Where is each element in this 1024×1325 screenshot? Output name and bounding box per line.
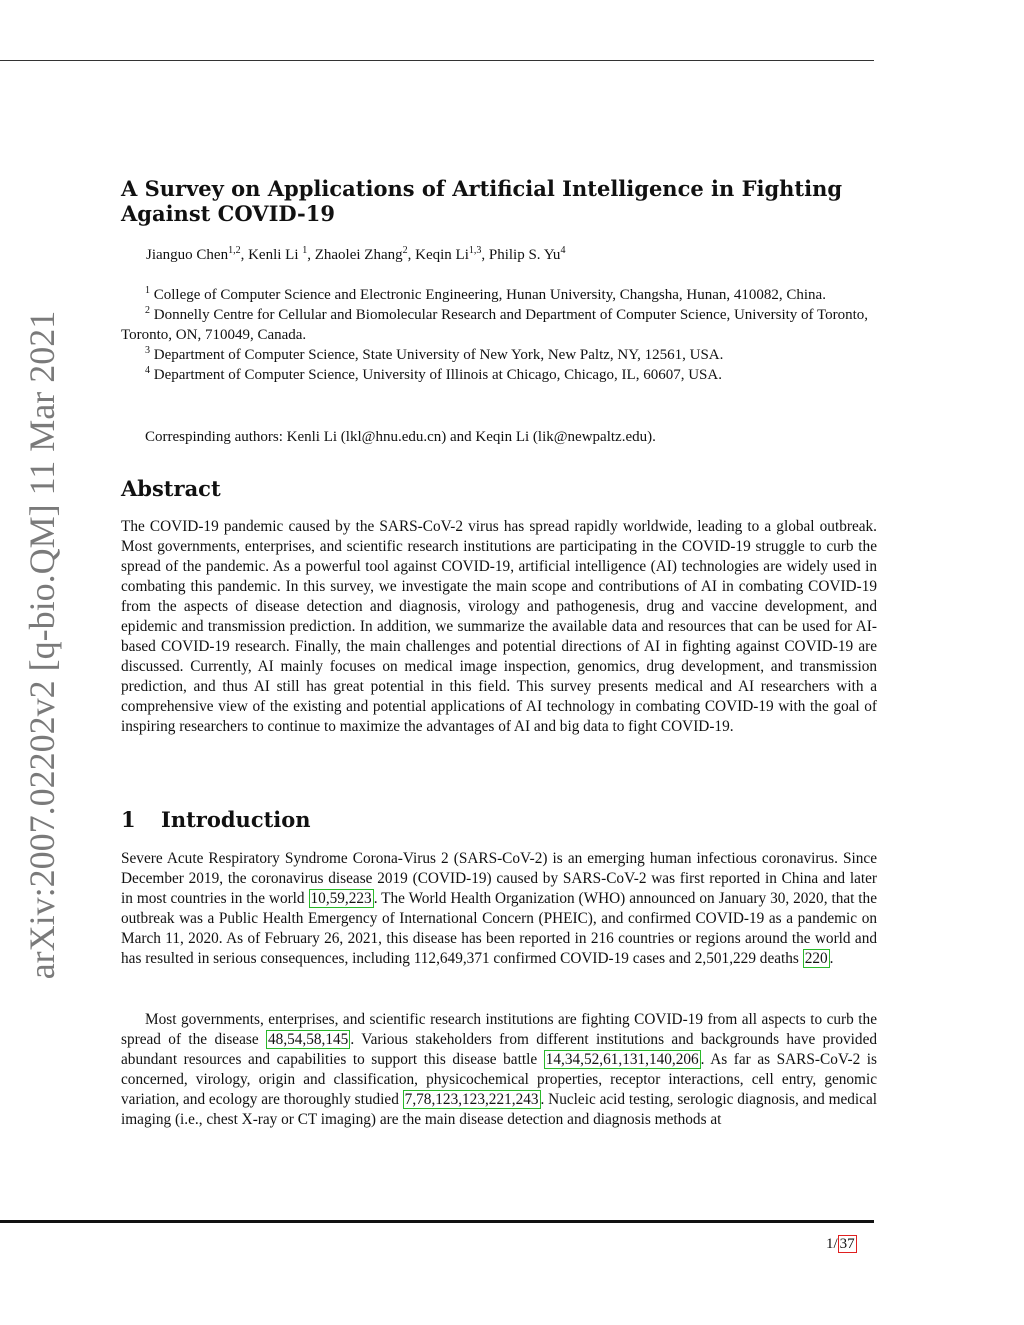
author-name: Zhaolei Zhang xyxy=(314,247,403,263)
citation-link[interactable]: 10,59,223 xyxy=(310,890,372,907)
affiliation-item: $^1$ College of Computer Science and Electronic Engineering, Hunan University, Changsha, Hunan, 410082, China. xyxy=(145,285,826,303)
top-rule xyxy=(0,60,874,61)
citation-link[interactable]: 220 xyxy=(804,950,828,967)
section-number: 1 xyxy=(121,807,136,832)
arxiv-identifier: arXiv:2007.02202v2 [q-bio.QM] 11 Mar 2021 xyxy=(22,310,62,980)
affiliation-item: $^4$ Department of Computer Science, University of Illinois at Chicago, Chicago, IL, 60607, USA. xyxy=(145,365,722,383)
author-affiliation-mark: 1,3 xyxy=(468,245,482,256)
author-affiliation-mark: 2 xyxy=(402,245,408,256)
citation-link[interactable]: 7,78,123,123,221,243 xyxy=(404,1091,539,1108)
author-affiliation-mark: 4 xyxy=(560,245,566,256)
intro-paragraph-2: Most governments, enterprises, and scientific research institutions are fighting COVID-19 from all aspects to curb the spread of the disease 48,54,58,145 . Various stakeholders from different institutions and backgrounds have provided abundant resources and capabilities to support this disease battle 14,34,52,61,131,140,206 . As far as SARS-CoV-2 is concerned, virology, origin and classification, physicochemical properties, receptor interactions, cell entry, genomic variation, and ecology are thoroughly studied 7,78,123,123,221,243 . Nucleic acid testing, serologic diagnosis, and medical imaging (i.e., chest X-ray or CT imaging) are the main disease detection and diagnosis methods at xyxy=(121,1011,878,1128)
affiliation-item: $^3$ Department of Computer Science, State University of New York, New Paltz, NY, 12561, USA. xyxy=(145,345,724,363)
author-name: Philip S. Yu xyxy=(488,247,561,263)
abstract-text: The COVID-19 pandemic caused by the SARS-CoV-2 virus has spread rapidly worldwide, leading to a global outbreak. Most governments, enterprises, and scientific research institutions are participating in the COVID-19 struggle to curb the spread of the pandemic. As a powerful tool against COVID-19, artificial intelligence (AI) technologies are widely used in combating this pandemic. In this survey, we investigate the main scope and contributions of AI in combating COVID-19 from the aspects of disease detection and diagnosis, virology and pathogenesis, drug and vaccine development, and epidemic and transmission prediction. In addition, we summarize the available data and resources that can be used for AI-based COVID-19 research. Finally, the main challenges and potential directions of AI in fighting against COVID-19 are discussed. Currently, AI mainly focuses on medical image inspection, genomics, drug development, and transmission prediction, and thus AI still has great potential in this field. This survey presents medical and AI researchers with a comprehensive view of the existing and potential applications of AI technology in combating COVID-19 with the goal of inspiring researchers to continue to maximize the advantages of AI and big data to fight COVID-19. xyxy=(121,518,877,735)
affiliation-item: $^2$ Donnelly Centre for Cellular and Biomolecular Research and Department of Computer Science, University of Toronto, Toronto, ON, 710049, Canada. xyxy=(121,305,869,343)
author-name: Keqin Li xyxy=(415,247,469,263)
intro-paragraph-1: Severe Acute Respiratory Syndrome Corona-Virus 2 (SARS-CoV-2) is an emerging human infectious coronavirus. Since December 2019, the coronavirus disease 2019 (COVID-19) caused by SARS-CoV-2 was first reported in China and later in most countries in the world 10,59,223 . The World Health Organization (WHO) announced on January 30, 2020, that the outbreak was a Public Health Emergency of International Concern (PHEIC), and confirmed COVID-19 as a pandemic on March 11, 2020. As of February 26, 2021, this disease has been reported in 216 countries or regions around the world and has resulted in serious consequences, including 112,649,371 confirmed COVID-19 cases and 2,501,229 deaths 220 . xyxy=(121,850,877,967)
bottom-rule xyxy=(0,1220,874,1223)
corresponding-authors: Correspinding authors: Kenli Li (lkl@hnu.edu.cn) and Keqin Li (lik@newpaltz.edu). xyxy=(145,429,656,445)
section-title: Introduction xyxy=(161,807,311,832)
abstract-heading: Abstract xyxy=(121,476,221,501)
citation-link[interactable]: 48,54,58,145 xyxy=(268,1031,349,1048)
introduction-heading xyxy=(121,807,877,832)
citation-link[interactable]: 14,34,52,61,131,140,206 xyxy=(545,1051,699,1068)
author-list: Jianguo Chen$^{1,2}$, Kenli Li $^1$, Zhaolei Zhang$^2$, Keqin Li$^{1,3}$, Philip S. Yu$^4$ xyxy=(146,245,566,263)
author-name: Kenli Li xyxy=(248,247,303,263)
author-affiliation-mark: 1,2 xyxy=(228,245,241,256)
total-pages-link[interactable]: 37 xyxy=(839,1236,855,1252)
paper-title: A Survey on Applications of Artificial Intelligence in Fighting Against COVID-19 xyxy=(121,176,843,226)
page-number: 1/ 37 xyxy=(826,1236,855,1252)
affiliations xyxy=(121,285,877,385)
author-affiliation-mark: 1 xyxy=(302,245,308,256)
author-name: Jianguo Chen xyxy=(146,247,229,263)
